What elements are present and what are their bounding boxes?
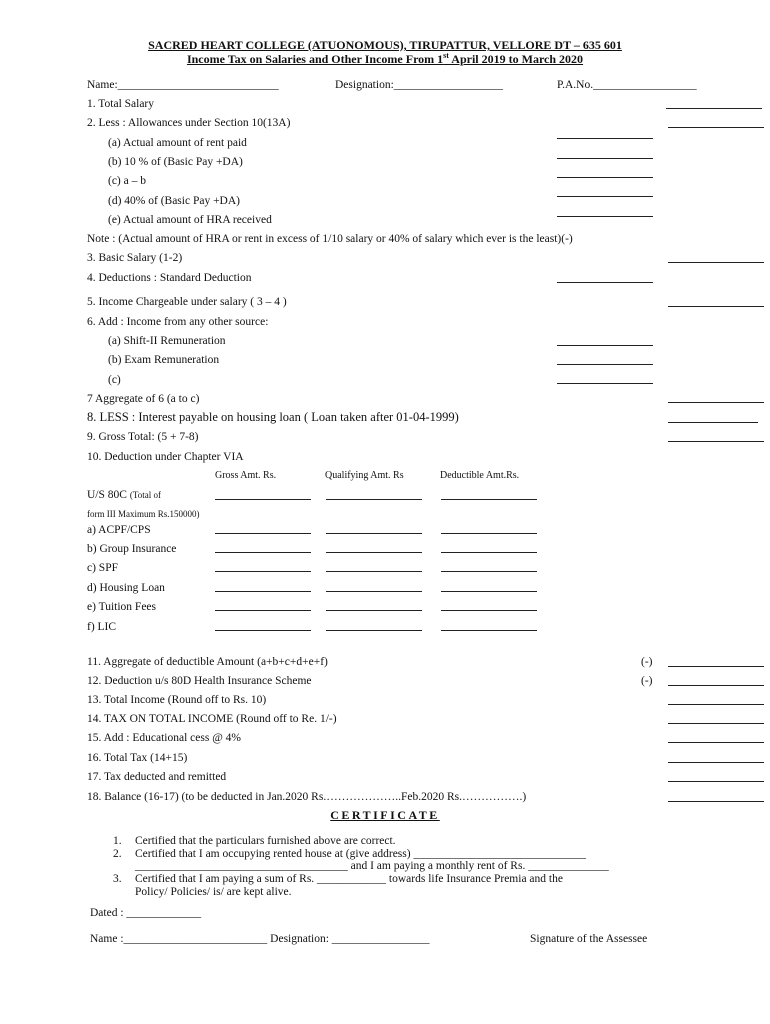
acpf-gross-line[interactable]	[215, 533, 311, 534]
item-hra-received: (e) Actual amount of HRA received	[108, 214, 272, 226]
item-other-c: (c)	[108, 374, 121, 386]
item-aggregate-6: 7 Aggregate of 6 (a to c)	[87, 393, 200, 405]
aggregate-deductible-line[interactable]	[668, 666, 764, 667]
cert-2-text-cont[interactable]: _____________________________________ and I am paying a monthly rent of Rs. ______________	[135, 860, 609, 872]
aggregate-6-line[interactable]	[668, 402, 764, 403]
row-group-insurance: b) Group Insurance	[87, 543, 177, 555]
form-title-part1: Income Tax on Salaries and Other Income From 1	[186, 52, 444, 66]
us-80c-note2: form III Maximum Rs.150000)	[87, 509, 200, 519]
item-gross-total: 9. Gross Total: (5 + 7-8)	[87, 431, 199, 443]
item-basic-salary: 3. Basic Salary (1-2)	[87, 252, 183, 264]
hl-gross-line[interactable]	[215, 591, 311, 592]
certificate-title: CERTIFICATE	[330, 808, 440, 822]
item-total-salary: 1. Total Salary	[87, 98, 155, 110]
form-title	[0, 51, 770, 67]
item-exam-remuneration: (b) Exam Remuneration	[108, 354, 220, 366]
cert-3-text-cont: Policy/ Policies/ is/ are kept alive.	[135, 886, 292, 898]
total-tax-line[interactable]	[668, 762, 764, 763]
designation-field[interactable]: Designation:___________________	[335, 79, 504, 91]
item-shift-remuneration: (a) Shift-II Remuneration	[108, 335, 226, 347]
total-salary-line[interactable]	[666, 108, 762, 109]
row-housing-loan: d) Housing Loan	[87, 582, 165, 594]
cert-3-num: 3.	[113, 873, 122, 885]
name-field[interactable]: Name:____________________________	[87, 79, 279, 91]
a-minus-b-line[interactable]	[557, 177, 653, 178]
cert-1-text: Certified that the particulars furnished above are correct.	[135, 835, 396, 847]
income-chargeable-line[interactable]	[668, 306, 764, 307]
spf-gross-line[interactable]	[215, 571, 311, 572]
item-a-minus-b: (c) a – b	[108, 175, 146, 187]
col-gross-amt: Gross Amt. Rs.	[215, 470, 277, 481]
80c-qualifying-line[interactable]	[326, 499, 422, 500]
hra-received-line[interactable]	[557, 216, 653, 217]
cert-2-num: 2.	[113, 848, 122, 860]
other-c-line[interactable]	[557, 383, 653, 384]
item-educational-cess: 15. Add : Educational cess @ 4%	[87, 732, 241, 744]
item-40pct-basic: (d) 40% of (Basic Pay +DA)	[108, 195, 240, 207]
signature-label: Signature of the Assessee	[530, 933, 648, 945]
hra-note: Note : (Actual amount of HRA or rent in excess of 1/10 salary or 40% of salary which ever is the least)(-)	[87, 233, 573, 245]
80d-line[interactable]	[668, 685, 764, 686]
gi-deductible-line[interactable]	[441, 552, 537, 553]
lic-qualifying-line[interactable]	[326, 630, 422, 631]
80c-gross-line[interactable]	[215, 499, 311, 500]
row-lic: f) LIC	[87, 621, 117, 633]
acpf-qualifying-line[interactable]	[326, 533, 422, 534]
gi-gross-line[interactable]	[215, 552, 311, 553]
item-chapter-via: 10. Deduction under Chapter VIA	[87, 451, 244, 463]
tax-remitted-line[interactable]	[668, 781, 764, 782]
item-total-tax: 16. Total Tax (14+15)	[87, 752, 188, 764]
standard-deduction-line[interactable]	[557, 282, 653, 283]
signature-name-field[interactable]: Name :_________________________ Designation: _________________	[90, 933, 430, 945]
cert-3-text[interactable]: Certified that I am paying a sum of Rs. ____________ towards life Insurance Premia and the	[135, 873, 563, 885]
row-tuition-fees: e) Tuition Fees	[87, 601, 157, 613]
item-80d: 12. Deduction u/s 80D Health Insurance Scheme	[87, 675, 312, 687]
allowances-line[interactable]	[668, 127, 764, 128]
hl-deductible-line[interactable]	[441, 591, 537, 592]
dated-field[interactable]: Dated : _____________	[90, 907, 202, 919]
cert-2-text[interactable]: Certified that I am occupying rented house at (give address) ______________________________	[135, 848, 586, 860]
item-standard-deduction: 4. Deductions : Standard Deduction	[87, 272, 252, 284]
rent-paid-line[interactable]	[557, 138, 653, 139]
tf-gross-line[interactable]	[215, 610, 311, 611]
form-title-superscript: st	[443, 51, 449, 60]
10pct-basic-line[interactable]	[557, 158, 653, 159]
spf-deductible-line[interactable]	[441, 571, 537, 572]
item-10pct-basic: (b) 10 % of (Basic Pay +DA)	[108, 156, 243, 168]
tf-qualifying-line[interactable]	[326, 610, 422, 611]
lic-deductible-line[interactable]	[441, 630, 537, 631]
item-tax-remitted: 17. Tax deducted and remitted	[87, 771, 227, 783]
tf-deductible-line[interactable]	[441, 610, 537, 611]
pan-field[interactable]: P.A.No.__________________	[557, 79, 697, 91]
educational-cess-line[interactable]	[668, 742, 764, 743]
cert-1-num: 1.	[113, 835, 122, 847]
item-total-income: 13. Total Income (Round off to Rs. 10)	[87, 694, 267, 706]
gross-total-line[interactable]	[668, 441, 764, 442]
us-80c-label	[87, 488, 161, 502]
shift-remuneration-line[interactable]	[557, 345, 653, 346]
row-acpf: a) ACPF/CPS	[87, 524, 151, 536]
housing-interest-line[interactable]	[668, 422, 758, 423]
minus-sign-12: (-)	[641, 675, 653, 687]
item-aggregate-deductible: 11. Aggregate of deductible Amount (a+b+c+d+e+f)	[87, 656, 328, 668]
40pct-basic-line[interactable]	[557, 196, 653, 197]
item-income-chargeable: 5. Income Chargeable under salary ( 3 – 4 )	[87, 296, 287, 308]
item-housing-interest: 8. LESS : Interest payable on housing loan ( Loan taken after 01-04-1999)	[87, 410, 459, 424]
college-title: SACRED HEART COLLEGE (ATUONOMOUS), TIRUPATTUR, VELLORE DT – 635 601	[148, 38, 622, 52]
balance-line[interactable]	[668, 801, 764, 802]
us-80c-note: (Total of	[129, 490, 161, 500]
item-allowances: 2. Less : Allowances under Section 10(13A)	[87, 117, 291, 129]
basic-salary-line[interactable]	[668, 262, 764, 263]
us-80c: U/S 80C	[87, 489, 127, 501]
item-balance: 18. Balance (16-17) (to be deducted in Jan.2020 Rs.………………..Feb.2020 Rs.…………….)	[87, 791, 527, 803]
spf-qualifying-line[interactable]	[326, 571, 422, 572]
exam-remuneration-line[interactable]	[557, 364, 653, 365]
acpf-deductible-line[interactable]	[441, 533, 537, 534]
item-tax-total-income: 14. TAX ON TOTAL INCOME (Round off to Re. 1/-)	[87, 713, 337, 725]
row-spf: c) SPF	[87, 562, 118, 574]
minus-sign-11: (-)	[641, 656, 653, 668]
item-other-income: 6. Add : Income from any other source:	[87, 316, 269, 328]
col-qualifying-amt: Qualifying Amt. Rs	[325, 470, 404, 481]
lic-gross-line[interactable]	[215, 630, 311, 631]
hl-qualifying-line[interactable]	[326, 591, 422, 592]
form-title-part2: April 2019 to March 2020	[448, 52, 584, 66]
item-rent-paid: (a) Actual amount of rent paid	[108, 137, 247, 149]
total-income-line[interactable]	[668, 704, 764, 705]
gi-qualifying-line[interactable]	[326, 552, 422, 553]
tax-total-income-line[interactable]	[668, 723, 764, 724]
80c-deductible-line[interactable]	[441, 499, 537, 500]
col-deductible-amt: Deductible Amt.Rs.	[440, 470, 520, 481]
